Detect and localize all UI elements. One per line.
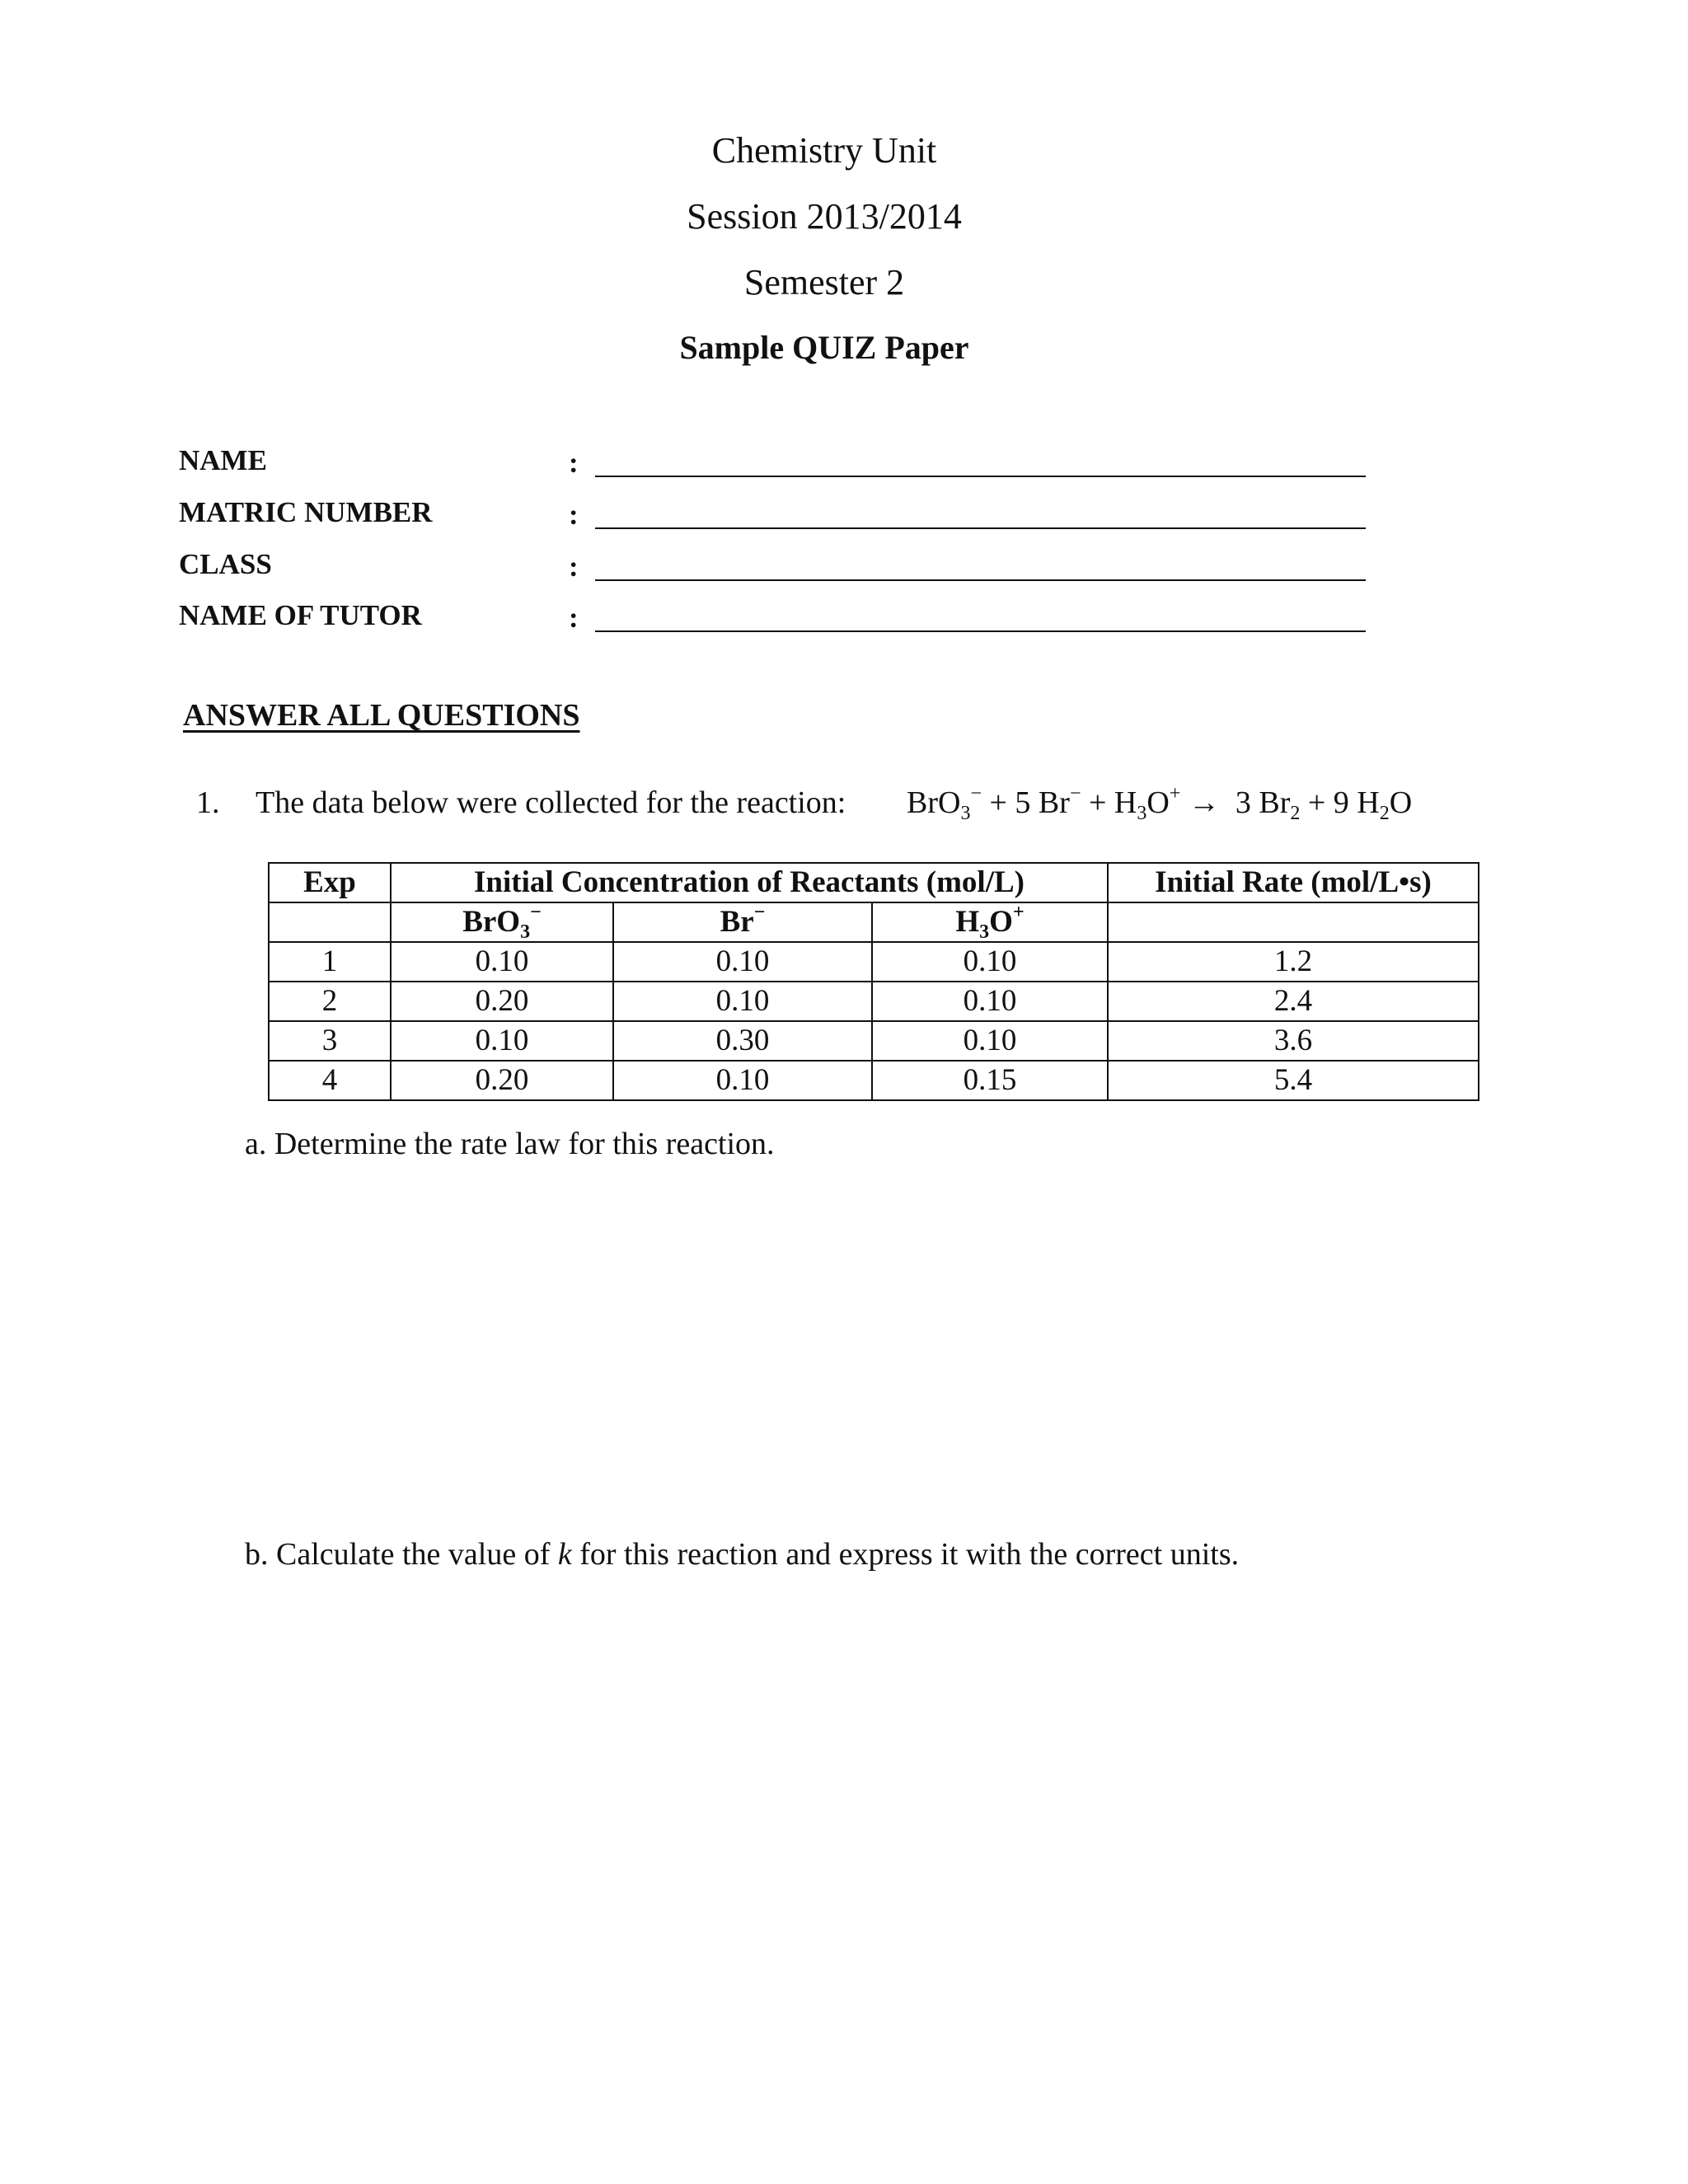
h3o-cell: 0.15: [872, 1061, 1108, 1100]
matric-number-colon: :: [569, 499, 579, 531]
matric-number-label: MATRIC NUMBER: [179, 496, 433, 528]
rate-cell: 3.6: [1108, 1021, 1479, 1061]
table-row: [269, 1021, 1479, 1061]
exp-cell: 3: [269, 1021, 391, 1061]
bro3-cell: 0.20: [391, 1061, 613, 1100]
br-cell: 0.30: [613, 1021, 872, 1061]
bro3-cell: 0.10: [391, 942, 613, 982]
part-b-question: b. Calculate the value of k for this reaction and express it with the correct units.: [245, 1537, 1240, 1572]
table-subheader-row: [269, 902, 1479, 942]
empty-cell: [1108, 902, 1479, 942]
rate-cell: 2.4: [1108, 982, 1479, 1021]
part-a-question: a. Determine the rate law for this reaction.: [245, 1127, 775, 1161]
unit-title: Chemistry Unit: [711, 130, 937, 171]
empty-cell: [269, 902, 391, 942]
class-label: CLASS: [179, 548, 272, 580]
h3o-cell: 0.10: [872, 982, 1108, 1021]
rate-column-header: Initial Rate (mol/L•s): [1108, 863, 1479, 902]
tutor-name-label: NAME OF TUTOR: [179, 599, 422, 631]
table-header-row: [269, 863, 1479, 902]
arrow-icon: →: [1188, 785, 1220, 820]
exp-cell: 2: [269, 982, 391, 1021]
exp-column-header: Exp: [269, 863, 391, 902]
paper-title: Sample QUIZ Paper: [679, 329, 969, 366]
concentration-column-header: Initial Concentration of Reactants (mol/L): [391, 863, 1108, 902]
tutor-name-field[interactable]: [595, 630, 1366, 632]
br-cell: 0.10: [613, 982, 872, 1021]
name-colon: :: [569, 447, 579, 479]
h3o-cell: 0.10: [872, 1021, 1108, 1061]
br-subheader: Br−: [613, 902, 872, 942]
part-a-answer-area[interactable]: [245, 1170, 1481, 1533]
h3o-cell: 0.10: [872, 942, 1108, 982]
class-field[interactable]: [595, 579, 1366, 581]
exp-cell: 4: [269, 1061, 391, 1100]
rate-data-table: [268, 862, 1479, 1101]
session-title: Session 2013/2014: [687, 196, 962, 237]
name-field[interactable]: [595, 476, 1366, 477]
name-label: NAME: [179, 444, 267, 476]
bro3-subheader: BrO$_3$−: [391, 902, 613, 942]
question-1: [196, 783, 1412, 823]
matric-number-field[interactable]: [595, 527, 1366, 529]
rate-cell: 5.4: [1108, 1061, 1479, 1100]
bro3-cell: 0.10: [391, 1021, 613, 1061]
rate-cell: 1.2: [1108, 942, 1479, 982]
k-symbol: k: [557, 1537, 572, 1572]
semester-title: Semester 2: [743, 262, 905, 302]
class-colon: :: [569, 551, 579, 583]
bro3-cell: 0.20: [391, 982, 613, 1021]
reaction-equation: BrO$_3$− + 5 $Br^- + H_3O^+ \to 3$ $Br_2 + 9$ $H_2O$: [907, 783, 1413, 824]
h3o-subheader: $H_3O^+$: [872, 902, 1108, 942]
exp-cell: 1: [269, 942, 391, 982]
table-row: [269, 942, 1479, 982]
br-cell: 0.10: [613, 942, 872, 982]
table-row: [269, 1061, 1479, 1100]
question-text: The data below were collected for the reaction:: [256, 785, 846, 820]
br-cell: 0.10: [613, 1061, 872, 1100]
part-b-answer-area[interactable]: [245, 1582, 1481, 2077]
table-row: [269, 982, 1479, 1021]
question-number: 1.: [196, 785, 220, 820]
instructions-heading: ANSWER ALL QUESTIONS: [183, 698, 580, 733]
tutor-name-colon: :: [569, 602, 579, 634]
